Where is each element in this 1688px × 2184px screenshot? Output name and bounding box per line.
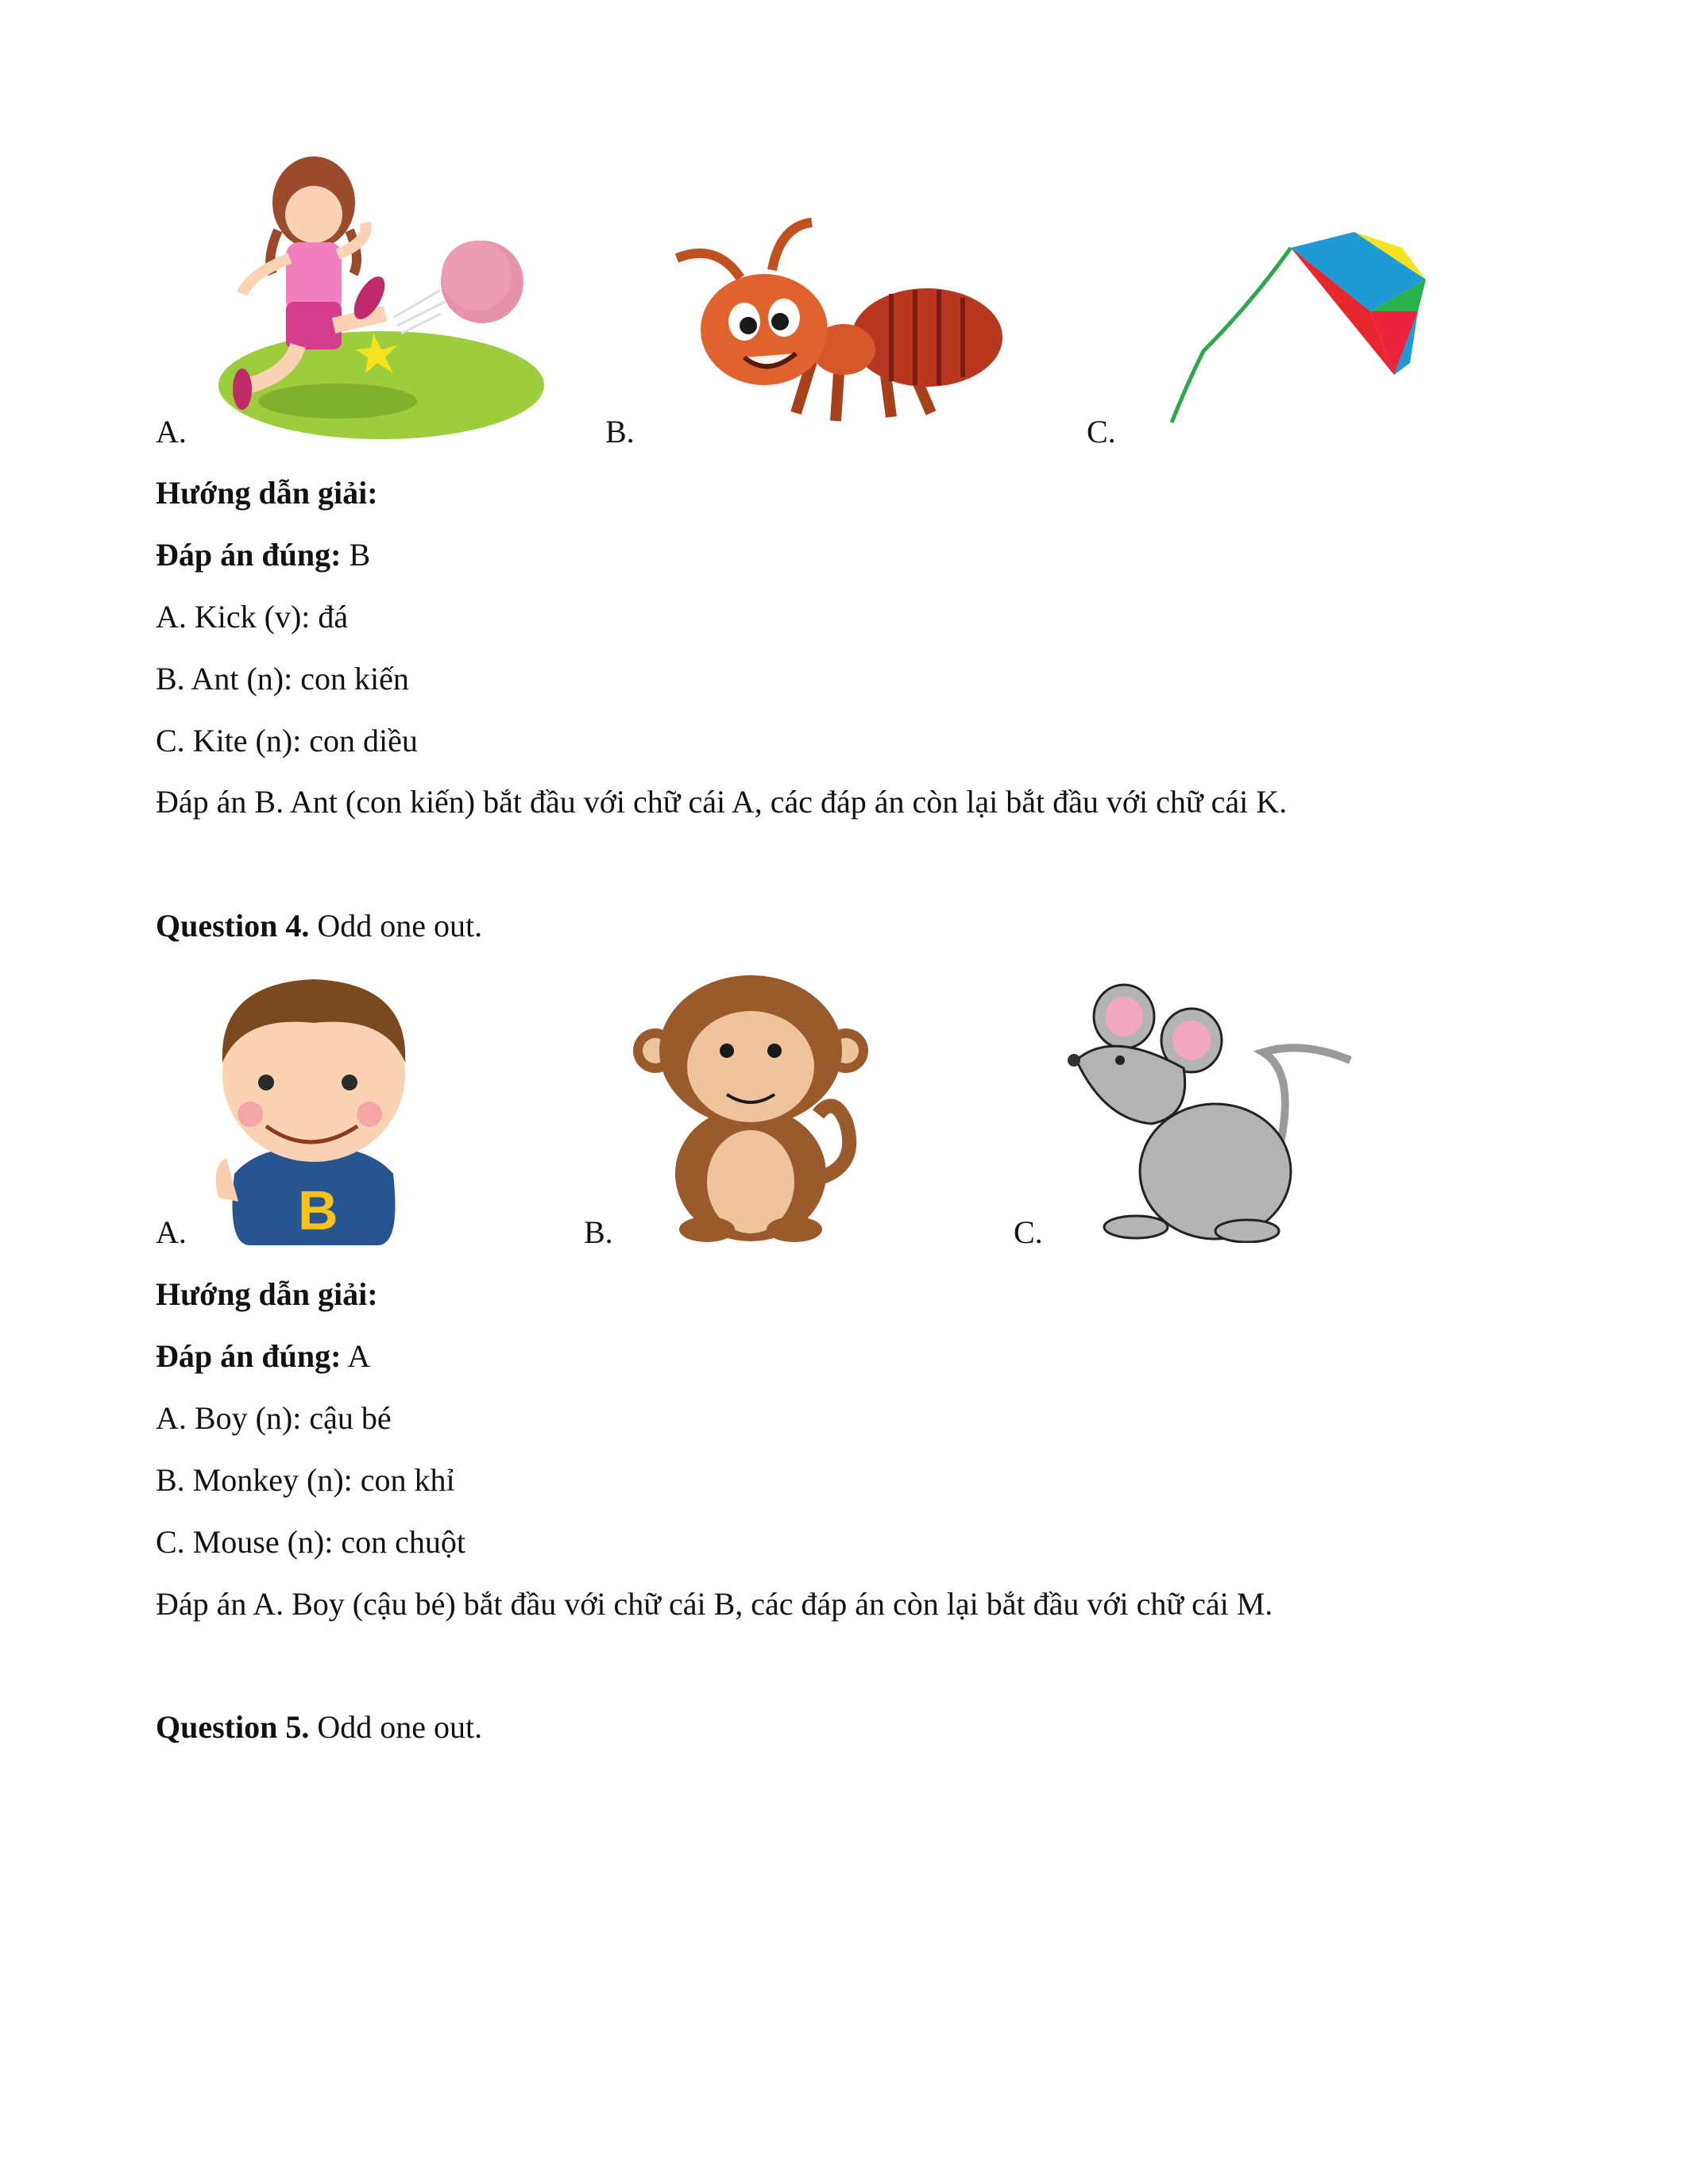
ant-picture	[653, 210, 1010, 441]
q4-explanation-a: A. Boy (n): cậu bé	[156, 1400, 392, 1436]
q3-conclusion: Đáp án B. Ant (con kiến) bắt đầu với chữ cái A, các đáp án còn lại bắt đầu với chữ cái K.	[156, 784, 1288, 820]
q4-title-label: Question 4.	[156, 908, 310, 943]
q4-option-c-label: C.	[1014, 1214, 1043, 1250]
q3-answer-value: B	[341, 537, 371, 573]
q3-explanation-c: C. Kite (n): con diều	[156, 723, 418, 758]
q4-option-b-label: B.	[584, 1214, 613, 1250]
q4-conclusion: Đáp án A. Boy (cậu bé) bắt đầu với chữ cái B, các đáp án còn lại bắt đầu với chữ cái M.	[156, 1586, 1273, 1622]
q3-answer-line	[156, 536, 370, 574]
boy-shirt-letter: B	[298, 1179, 338, 1241]
monkey-picture	[632, 975, 870, 1245]
q4-guide-label: Hướng dẫn giải:	[156, 1276, 378, 1312]
q4-title-text: Odd one out.	[309, 908, 483, 943]
q3-guide-label: Hướng dẫn giải:	[156, 475, 378, 511]
q5-title	[156, 1708, 482, 1746]
q3-guide-heading	[156, 474, 378, 512]
kite-picture	[1156, 224, 1458, 438]
q3-option-c-label: C.	[1087, 414, 1116, 450]
q4-guide-heading	[156, 1275, 378, 1314]
q3-option-a-label: A.	[156, 414, 187, 450]
q4-title	[156, 907, 482, 945]
q3-answer-label: Đáp án đúng:	[156, 537, 342, 573]
q4-explanation-b: B. Monkey (n): con khỉ	[156, 1462, 455, 1498]
girl-kicking-ball-picture	[203, 155, 544, 449]
q4-answer-value: A	[341, 1338, 371, 1374]
q4-explanation-c: C. Mouse (n): con chuột	[156, 1524, 465, 1560]
q4-answer-line	[156, 1337, 370, 1376]
q4-option-a-label: A.	[156, 1214, 187, 1250]
q5-title-text: Odd one out.	[309, 1709, 483, 1745]
q3-option-b-label: B.	[605, 414, 635, 450]
q3-explanation-a: A. Kick (v): đá	[156, 599, 349, 635]
mouse-picture	[1064, 981, 1358, 1243]
q3-explanation-b: B. Ant (n): con kiến	[156, 661, 409, 696]
boy-picture	[203, 967, 409, 1245]
q4-answer-label: Đáp án đúng:	[156, 1338, 342, 1374]
q5-title-label: Question 5.	[156, 1709, 310, 1745]
